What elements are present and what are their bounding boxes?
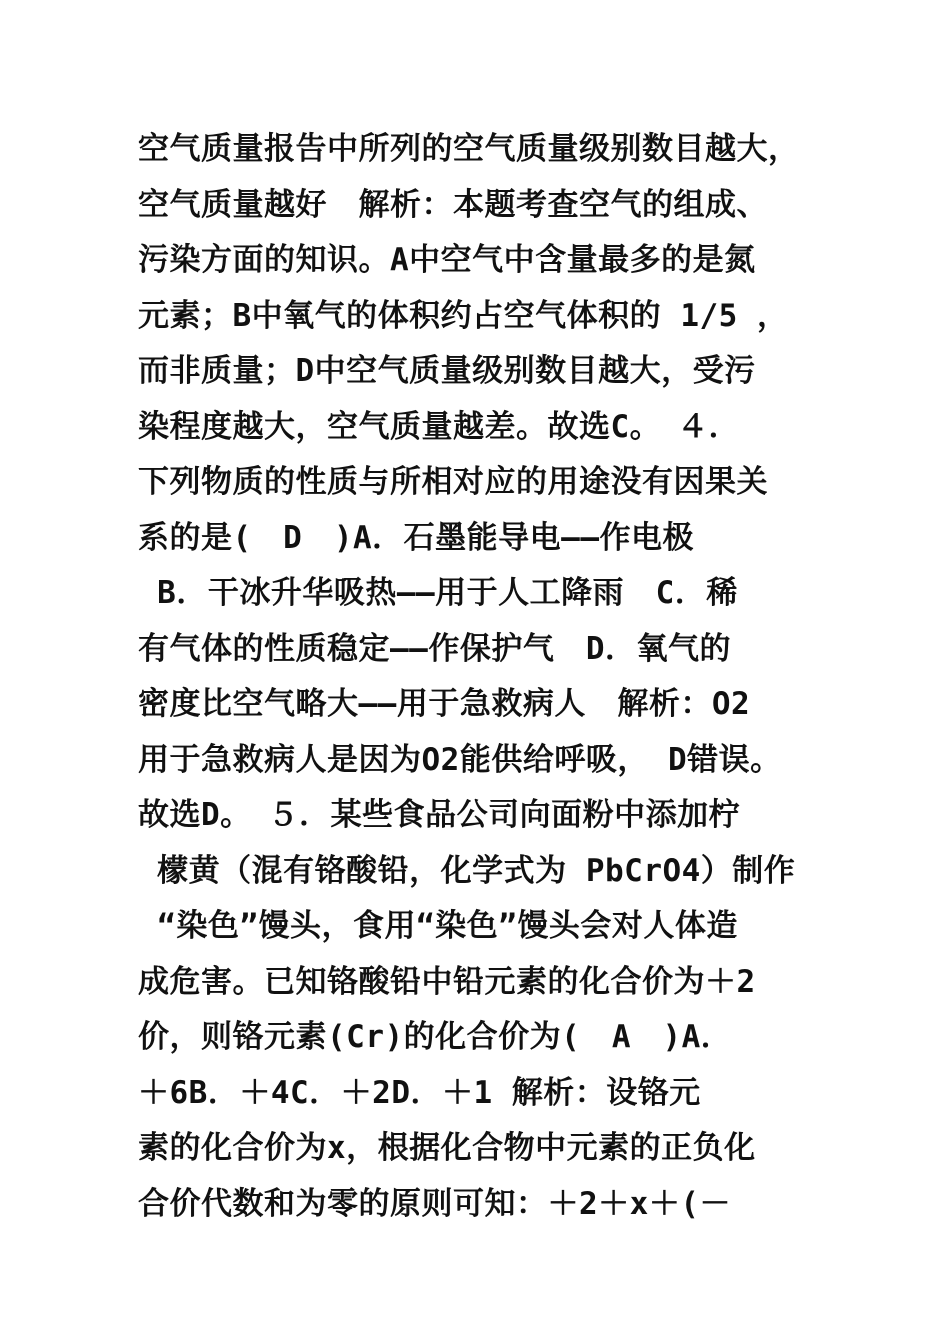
text-line: 合价代数和为零的原则可知：＋2＋x＋(－ — [138, 1185, 731, 1222]
text-line: 空气质量越好 解析：本题考查空气的组成、 — [138, 186, 768, 223]
text-line: 空气质量报告中所列的空气质量级别数目越大， — [138, 131, 800, 167]
text-line: ＋6B．＋4C．＋2D．＋1 解析：设铬元 — [138, 1074, 701, 1111]
text-line: “染色”馒头，食用“染色”馒头会对人体造 — [138, 908, 738, 944]
text-line: 素的化合价为x，根据化合物中元素的正负化 — [138, 1130, 756, 1166]
text-line: 下列物质的性质与所相对应的用途没有因果关 — [138, 464, 768, 500]
text-line: 密度比空气略大——用于急救病人 解析：O2 — [138, 686, 751, 722]
text-line: 用于急救病人是因为O2能供给呼吸， D错误。 — [138, 741, 782, 778]
text-line: 元素；B中氧气的体积约占空气体积的 1/5 ， — [138, 297, 789, 334]
text-line: 成危害。已知铬酸铅中铅元素的化合价为＋2 — [138, 963, 756, 1000]
text-line: B．干冰升华吸热——用于人工降雨 C．稀 — [138, 575, 738, 611]
text-line: 檬黄（混有铬酸铅，化学式为 PbCrO4）制作 — [138, 852, 796, 889]
text-line: 价，则铬元素(Cr)的化合价为( A )A． — [138, 1019, 733, 1055]
text-line: 而非质量；D中空气质量级别数目越大，受污 — [138, 353, 756, 389]
text-line: 故选D。 ５．某些食品公司向面粉中添加柠 — [138, 797, 741, 833]
text-line: 污染方面的知识。A中空气中含量最多的是氮 — [138, 242, 756, 278]
document-text-block — [138, 122, 838, 1232]
text-line: 染程度越大，空气质量越差。故选C。 ４． — [138, 408, 741, 445]
text-line: 有气体的性质稳定——作保护气 D．氧气的 — [138, 630, 731, 667]
text-line: 系的是( D )A．石墨能导电——作电极 — [138, 519, 694, 556]
